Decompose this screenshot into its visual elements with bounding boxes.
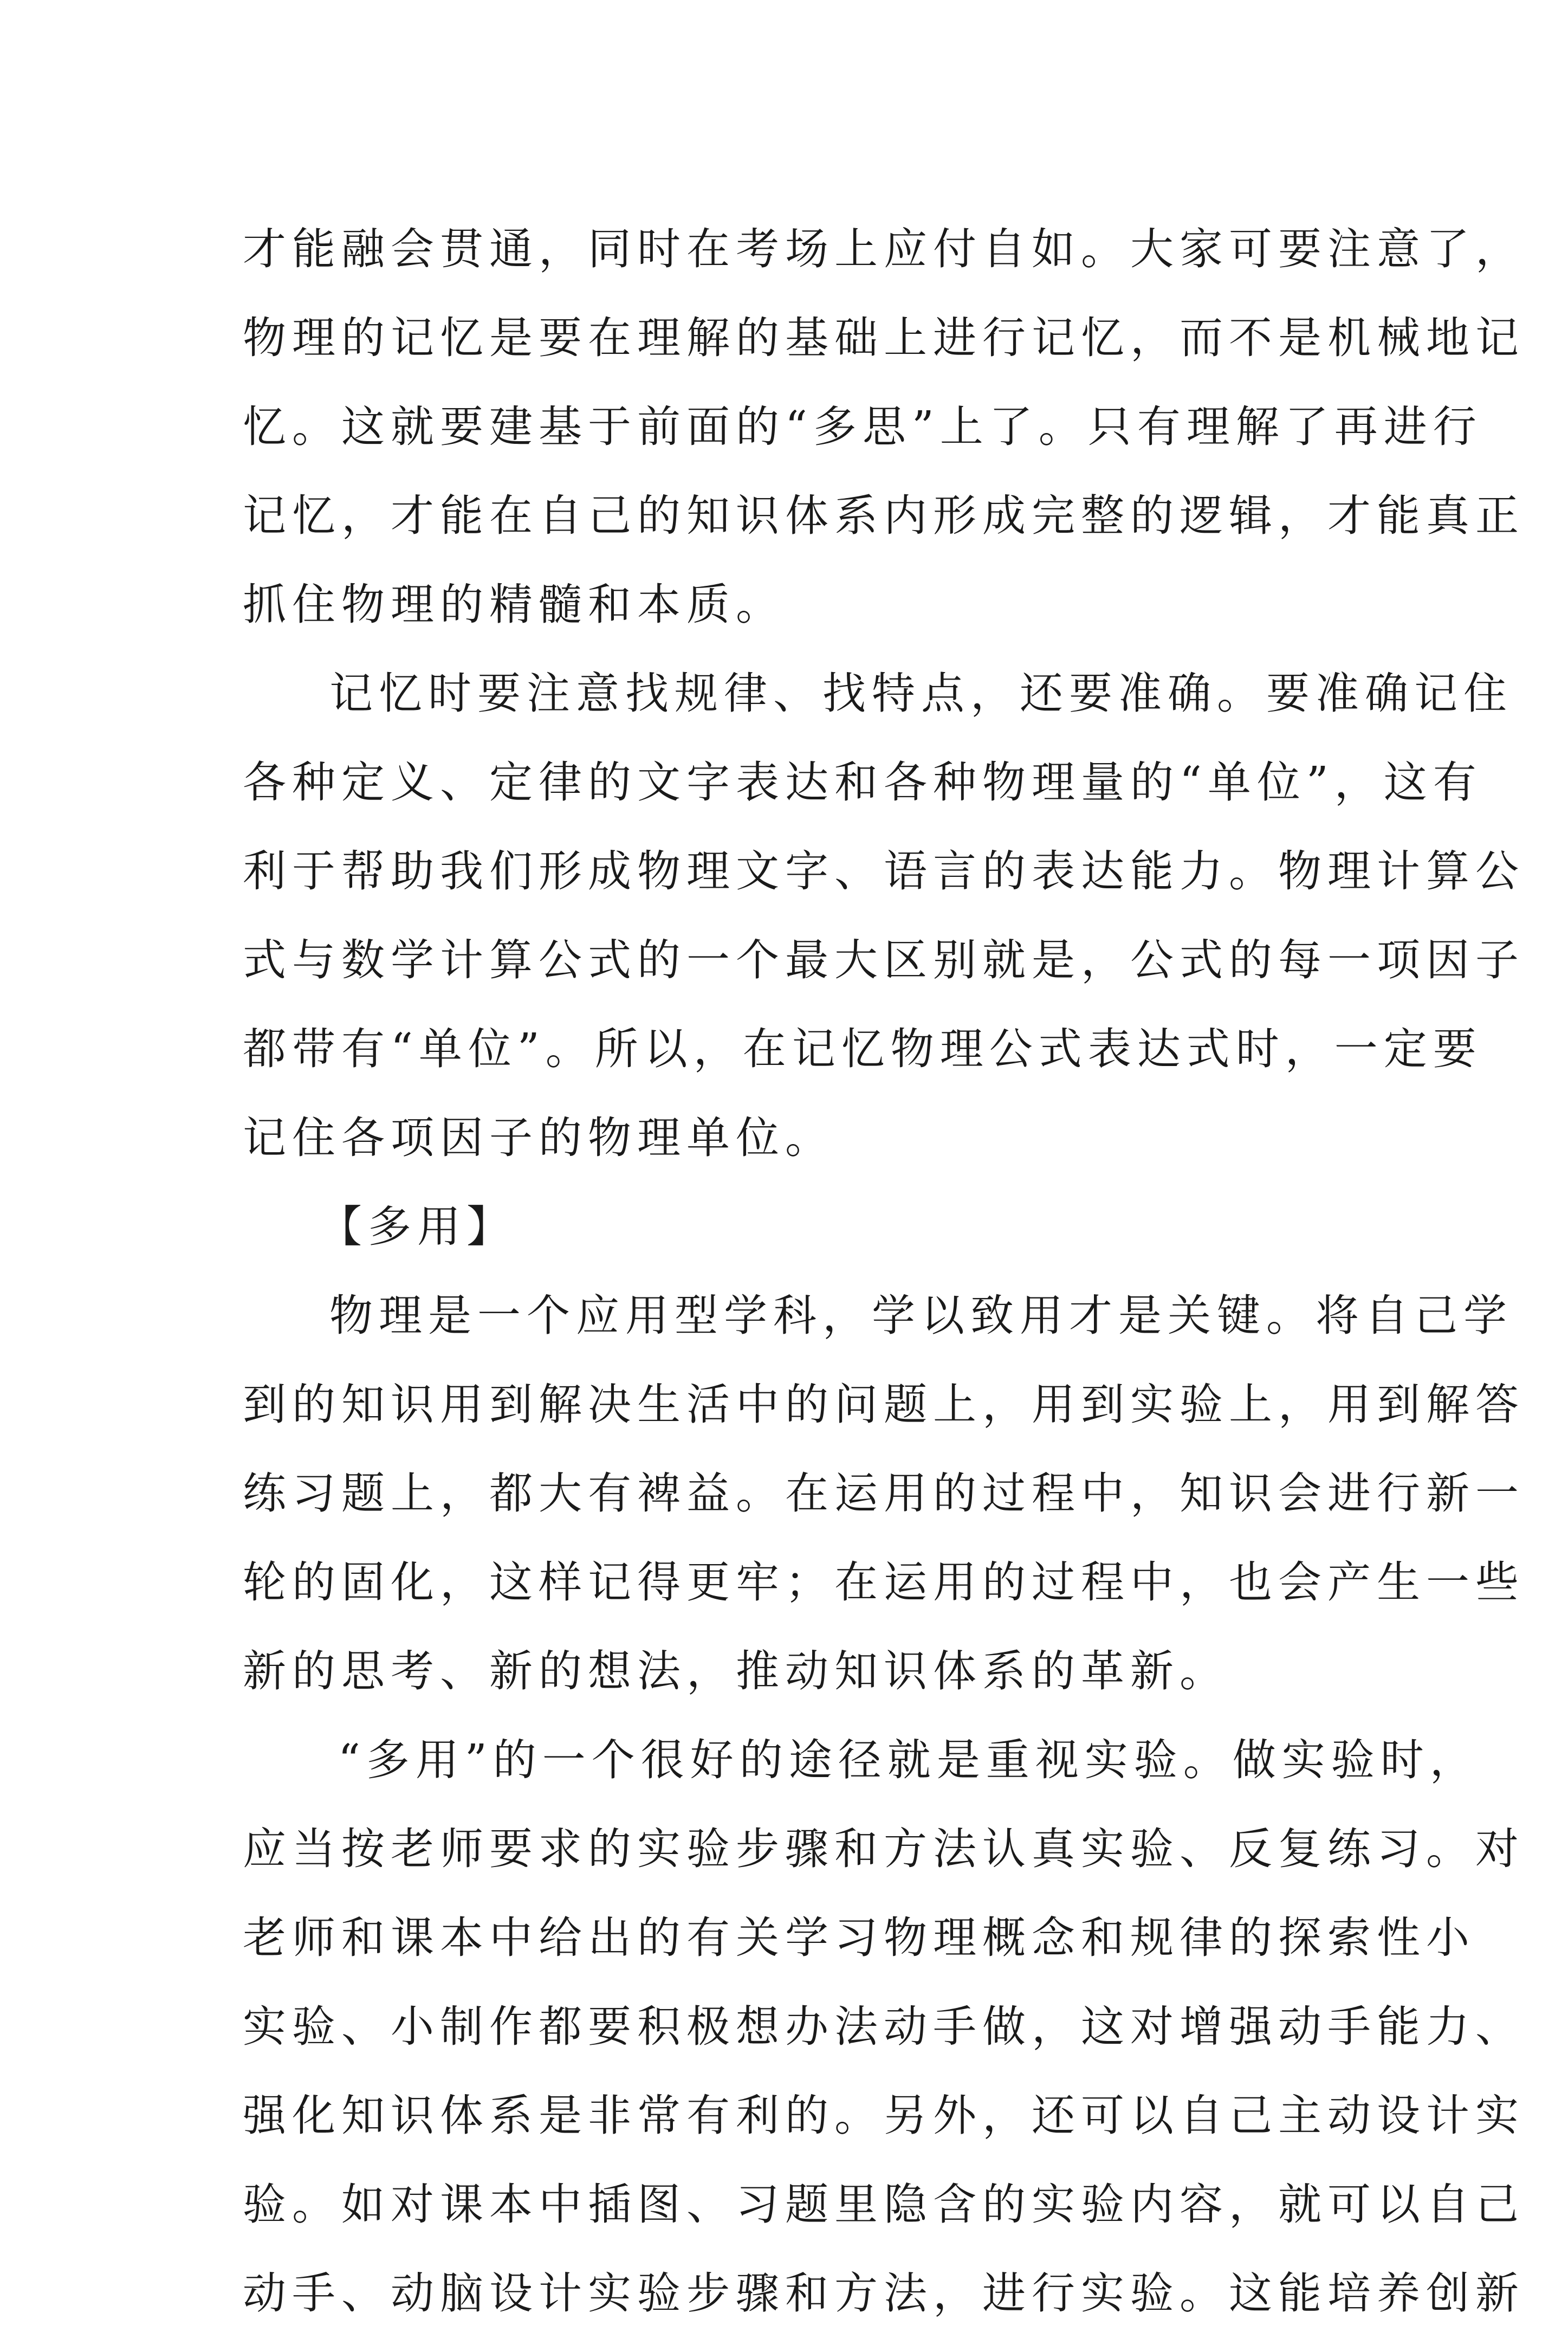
text-line: 老师和课本中给出的有关学习物理概念和规律的探索性小 [243, 1913, 1475, 1963]
text-line: 新的思考、新的想法，推动知识体系的革新。 [243, 1646, 1229, 1696]
text-line: 应当按老师要求的实验步骤和方法认真实验、反复练习。对 [243, 1824, 1525, 1874]
paragraph-first-line: 记忆时要注意找规律、找特点，还要准确。要准确记住 [329, 668, 1513, 719]
text-line: 物理的记忆是要在理解的基础上进行记忆，而不是机械地记 [243, 313, 1525, 363]
text-line: 抓住物理的精髓和本质。 [243, 579, 785, 630]
text-line: 各种定义、定律的文字表达和各种物理量的“单位”，这有 [243, 757, 1482, 808]
text-line: 实验、小制作都要积极想办法动手做，这对增强动手能力、 [243, 2001, 1525, 2052]
text-line: 利于帮助我们形成物理文字、语言的表达能力。物理计算公 [243, 846, 1525, 896]
body-text [243, 205, 1525, 2338]
text-line: 式与数学计算公式的一个最大区别就是，公式的每一项因子 [243, 935, 1525, 985]
paragraph-first-line: “多用”的一个很好的途径就是重视实验。做实验时， [338, 1735, 1479, 1785]
text-line: 记住各项因子的物理单位。 [243, 1113, 834, 1163]
section-heading: 【多用】 [319, 1202, 516, 1252]
text-line: 验。如对课本中插图、习题里隐含的实验内容，就可以自己 [243, 2179, 1525, 2230]
text-line: 强化知识体系是非常有利的。另外，还可以自己主动设计实 [243, 2090, 1525, 2141]
text-line: 忆。这就要建基于前面的“多思”上了。只有理解了再进行 [243, 402, 1482, 452]
text-line: 才能融会贯通，同时在考场上应付自如。大家可要注意了， [243, 224, 1525, 274]
text-line: 都带有“单位”。所以，在记忆物理公式表达式时，一定要 [243, 1024, 1482, 1074]
text-line: 记忆，才能在自己的知识体系内形成完整的逻辑，才能真正 [243, 490, 1525, 541]
text-line: 练习题上，都大有裨益。在运用的过程中，知识会进行新一 [243, 1468, 1525, 1519]
text-line: 到的知识用到解决生活中的问题上，用到实验上，用到解答 [243, 1379, 1525, 1430]
paragraph-first-line: 物理是一个应用型学科，学以致用才是关键。将自己学 [329, 1290, 1513, 1341]
text-line: 动手、动脑设计实验步骤和方法，进行实验。这能培养创新 [243, 2268, 1525, 2318]
text-line: 轮的固化，这样记得更牢；在运用的过程中，也会产生一些 [243, 1557, 1525, 1607]
